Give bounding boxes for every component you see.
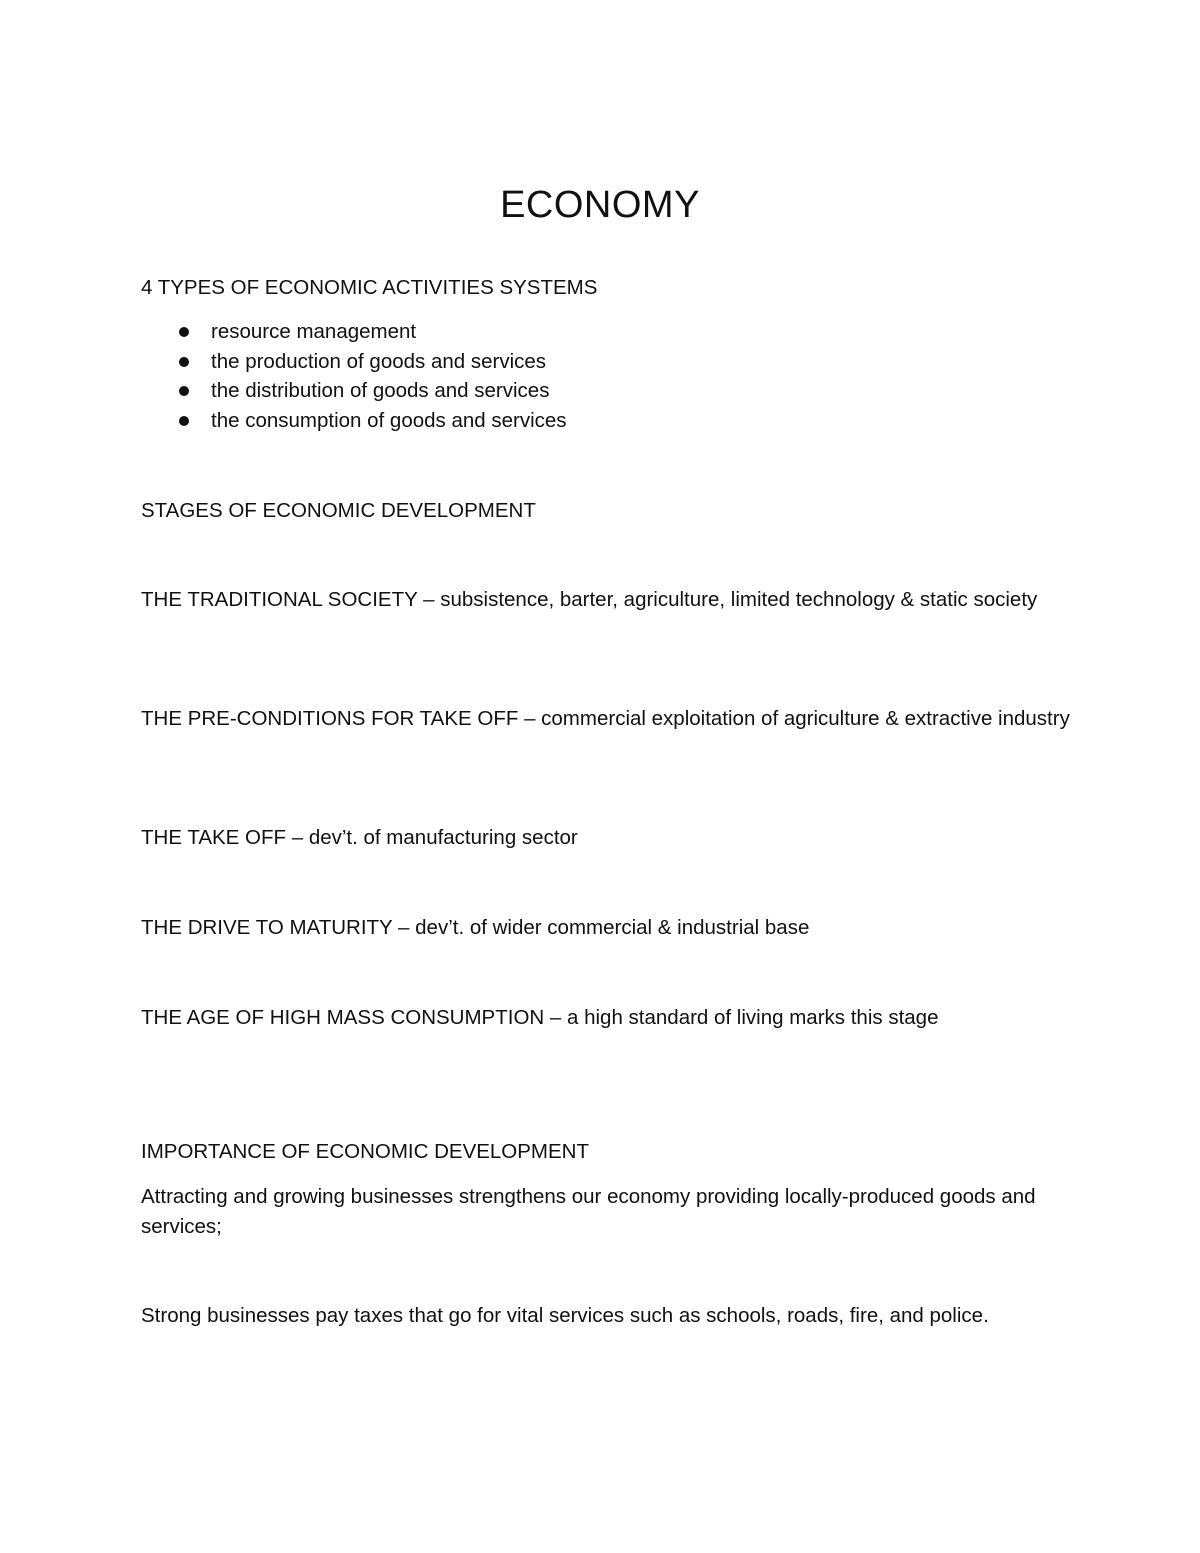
list-item xyxy=(141,376,567,406)
list-item-text: the consumption of goods and services xyxy=(211,408,567,432)
importance-heading: IMPORTANCE OF ECONOMIC DEVELOPMENT xyxy=(141,1140,590,1163)
list-item-text: the distribution of goods and services xyxy=(211,379,550,402)
bullet-icon xyxy=(179,357,189,367)
list-item xyxy=(141,406,567,436)
list-item-text: the production of goods and services xyxy=(211,349,547,373)
stages-heading: STAGES OF ECONOMIC DEVELOPMENT xyxy=(141,499,536,522)
list-item-text: resource management xyxy=(211,320,417,343)
bullet-icon xyxy=(179,327,189,337)
list-item xyxy=(141,317,567,347)
stage-high-mass-consumption: THE AGE OF HIGH MASS CONSUMPTION – a high standard of living marks this stage xyxy=(141,1006,939,1029)
stage-pre-conditions: THE PRE-CONDITIONS FOR TAKE OFF – commercial exploitation of agriculture & extractive industry xyxy=(141,707,1070,730)
types-list xyxy=(141,317,567,435)
stage-take-off: THE TAKE OFF – dev’t. of manufacturing sector xyxy=(141,826,578,849)
bullet-icon xyxy=(179,386,189,396)
importance-paragraph: Strong businesses pay taxes that go for vital services such as schools, roads, fire, and police. xyxy=(141,1304,989,1327)
importance-paragraph: Attracting and growing businesses strengthens our economy providing locally-produced goods and services; xyxy=(141,1185,1036,1238)
list-item xyxy=(141,347,567,377)
stage-drive-to-maturity: THE DRIVE TO MATURITY – dev’t. of wider commercial & industrial base xyxy=(141,916,810,939)
document-title: ECONOMY xyxy=(500,184,700,226)
bullet-icon xyxy=(179,416,189,426)
types-heading: 4 TYPES OF ECONOMIC ACTIVITIES SYSTEMS xyxy=(141,276,598,299)
stage-traditional-society: THE TRADITIONAL SOCIETY – subsistence, barter, agriculture, limited technology & static society xyxy=(141,588,1038,611)
